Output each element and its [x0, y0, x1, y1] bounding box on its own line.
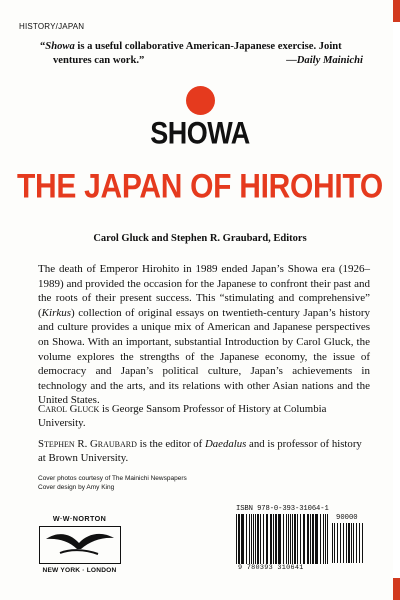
design-credit: Cover design by Amy King: [38, 484, 115, 491]
barcode-bar: [332, 523, 333, 563]
publisher-city: NEW YORK · LONDON: [42, 567, 117, 574]
bio-graubard-name: Stephen R. Graubard: [38, 438, 137, 450]
barcode-bar: [275, 514, 277, 564]
barcode-bar: [346, 523, 347, 563]
barcode-bar: [312, 514, 314, 564]
barcode-bar: [297, 514, 298, 564]
publisher-name: W·W·NORTON: [52, 514, 107, 523]
barcode-bar: [340, 523, 341, 563]
barcode-bar: [292, 514, 293, 564]
barcode-bar: [359, 523, 360, 563]
publisher-block: [37, 514, 122, 574]
barcode-bar: [307, 514, 309, 564]
spine-edge-top: [393, 0, 400, 22]
bio-graubard-text2: and is professor of history at Brown University.: [38, 438, 362, 465]
barcode-bar: [343, 523, 344, 563]
barcode-bar: [246, 514, 247, 564]
barcode-bar: [255, 514, 256, 564]
barcode-bar: [278, 514, 281, 564]
barcode-bar: [353, 523, 354, 563]
description-part2: ) collection of original essays on twentieth-century Japan’s history and culture provides a unique mix of American and Japanese perspectives on Showa. With an important, substantial Introduction by Carol Gluck, the volume explores the strengths of the Japanese economy, the issue of democracy and Japan’s political culture, Japan’s achievements in technology and the arts, and its relations with other Asian nations and the United States.: [38, 306, 370, 407]
isbn-barcode: [236, 514, 330, 564]
isbn-text: ISBN 978-0-393-31064-1: [236, 505, 329, 513]
barcode-bar: [253, 514, 254, 564]
barcode-bar: [300, 514, 301, 564]
barcode-bar: [337, 523, 338, 563]
barcode-bar: [263, 514, 264, 564]
barcode-bar: [283, 514, 284, 564]
quote-open-mark: “: [40, 41, 46, 52]
barcode-bar: [303, 514, 305, 564]
spine-edge-bottom: [393, 578, 400, 600]
seagull-logo-icon: [39, 526, 121, 564]
book-subtitle: THE JAPAN OF HIROHITO: [17, 167, 383, 206]
barcode-bar: [294, 514, 296, 564]
barcode-bar: [348, 523, 350, 563]
bio-gluck: [38, 402, 370, 430]
description-part1: The death of Emperor Hirohito in 1989 ended Japan’s Showa era (1926–1989) and provided the occasion for the Japanese to confront their past and the roots of their present success. This “stimulating and comprehensive” (: [38, 263, 370, 319]
cover-credits: [38, 474, 187, 492]
rising-sun-icon: [186, 86, 215, 115]
barcode-bar: [315, 514, 318, 564]
quote-text-line2: ventures can work.”: [53, 55, 145, 66]
barcode-bar: [351, 523, 352, 563]
bio-daedalus: Daedalus: [204, 438, 247, 450]
category-label: HISTORY/JAPAN: [19, 22, 85, 31]
barcode-bar: [334, 523, 335, 563]
barcode-number: 9 780393 310641: [238, 564, 304, 572]
barcode-bar: [362, 523, 363, 563]
barcode-bar: [323, 514, 324, 564]
barcode-bar: [327, 514, 328, 564]
barcode-bar: [356, 523, 357, 563]
price-code: 90000: [336, 514, 358, 522]
bio-graubard: [38, 437, 370, 465]
barcode-bar: [257, 514, 259, 564]
bio-gluck-text: is George Sansom Professor of History at Columbia University.: [38, 403, 327, 430]
barcode-bar: [266, 514, 268, 564]
barcode-bar: [273, 514, 274, 564]
quote-book-title: Showa: [45, 41, 75, 52]
barcode-bar: [251, 514, 252, 564]
bio-gluck-name: Carol Gluck: [38, 403, 100, 415]
barcode-bar: [238, 514, 240, 564]
book-title: SHOWA: [150, 115, 250, 151]
barcode-bar: [325, 514, 326, 564]
barcode-bar: [260, 514, 261, 564]
barcode-bar: [249, 514, 250, 564]
bio-graubard-text1: is the editor of: [136, 438, 205, 450]
barcode-bar: [288, 514, 289, 564]
quote-text-line1: is a useful collaborative American-Japanese exercise. Joint: [74, 41, 342, 52]
review-quote: [40, 40, 370, 68]
barcode-bar: [320, 514, 321, 564]
barcode-bar: [270, 514, 272, 564]
barcode-bar: [236, 514, 237, 564]
editors-line: Carol Gluck and Stephen R. Graubard, Editors: [93, 233, 307, 244]
book-description: [38, 262, 370, 408]
price-barcode: [332, 523, 366, 563]
photo-credit: Cover photos courtesy of The Mainichi Newspapers: [38, 475, 187, 482]
description-kirkus: Kirkus: [41, 306, 72, 319]
quote-source: —Daily Mainichi: [286, 55, 363, 66]
barcode-bar: [310, 514, 311, 564]
barcode-bar: [286, 514, 287, 564]
barcode-bar: [290, 514, 291, 564]
barcode-bar: [241, 514, 244, 564]
